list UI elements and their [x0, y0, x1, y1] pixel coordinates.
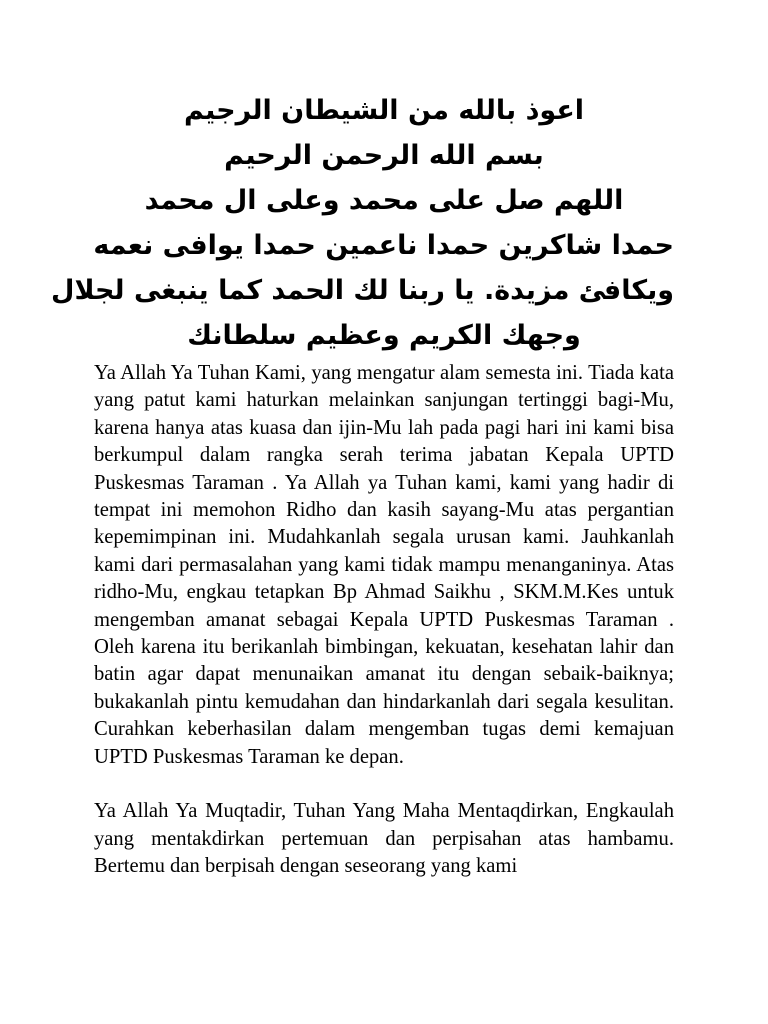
paragraph-muqtadir: Ya Allah Ya Muqtadir, Tuhan Yang Maha Mentaqdirkan, Engkaulah yang mentakdirkan pertemuan dan perpisahan atas hambamu. Bertemu dan berpisah dengan seseorang yang kami [94, 800, 674, 878]
arabic-line-taawudz: اعوذ بالله من الشيطان الرجيم [183, 95, 585, 126]
arabic-line-basmalah: بسم الله الرحمن الرحيم [224, 140, 544, 171]
arabic-line-shalawat: اللهم صل على محمد وعلى ال محمد [144, 185, 624, 216]
paragraph-opening-supplication: Ya Allah Ya Tuhan Kami, yang mengatur alam semesta ini. Tiada kata yang patut kami haturkan melainkan sanjungan tertinggi bagi-Mu, karena hanya atas kuasa dan ijin-Mu lah pada pagi hari ini kami bisa berkumpul dalam rangka serah terima jabatan Kepala UPTD Puskesmas Taraman . Ya Allah ya Tuhan kami, kami yang hadir di tempat ini memohon Ridho dan kasih sayang-Mu atas pergantian kepemimpinan ini. Mudahkanlah segala urusan kami. Jauhkanlah kami dari permasalahan yang kami tidak mampu menanganinya. Atas ridho-Mu, engkau tetapkan Bp Ahmad Saikhu , SKM.M.Kes untuk mengemban amanat sebagai Kepala UPTD Puskesmas Taraman . Oleh karena itu berikanlah bimbingan, kekuatan, kesehatan lahir dan batin agar dapat menunaikan amanat itu dengan sebaik-baiknya; bukakanlah pintu kemudahan dan hindarkanlah dari segala kesulitan. Curahkan keberhasilan dalam mengemban tugas demi kemajuan UPTD Puskesmas Taraman ke depan. [94, 362, 674, 768]
arabic-line-hamdalah-3: وجهك الكريم وعظيم سلطانك [187, 320, 581, 351]
prayer-body [94, 360, 674, 881]
arabic-line-hamdalah-2: ويكافئ مزيدة. يا ربنا لك الحمد كما ينبغى لجلال [51, 275, 674, 306]
arabic-opening-prayer [51, 88, 674, 358]
arabic-line-hamdalah-1: حمدا شاكرين حمدا ناعمين حمدا يوافى نعمه [93, 230, 674, 261]
